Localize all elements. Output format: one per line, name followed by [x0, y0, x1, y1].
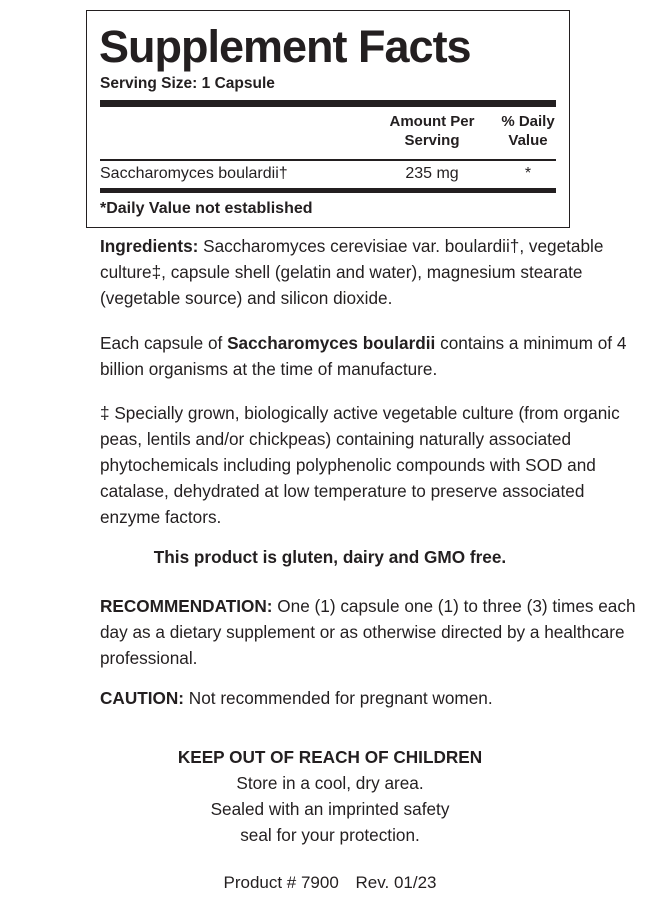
keep-out-heading: KEEP OUT OF REACH OF CHILDREN: [177, 747, 483, 767]
recommendation-label: RECOMMENDATION:: [100, 596, 273, 616]
product-number: Product # 7900: [223, 873, 339, 892]
storage-line-1: Store in a cool, dry area.: [236, 773, 424, 793]
each-capsule-post: contains a minimum of 4 billion organisms at the time of manufacture.: [100, 333, 627, 379]
revision-date: Rev. 01/23: [355, 873, 437, 892]
facts-title: Supplement Facts: [99, 21, 471, 72]
product-footer: [0, 873, 660, 893]
thick-divider-top: [100, 100, 556, 107]
caution-label: CAUTION:: [100, 688, 185, 708]
ingredients-paragraph: [100, 233, 640, 311]
thick-divider-bottom: [100, 188, 556, 193]
daily-value-header: % Daily Value: [501, 113, 555, 149]
each-capsule-paragraph: [100, 330, 640, 382]
recommendation-paragraph: [100, 593, 640, 671]
each-capsule-pre: Each capsule of: [100, 333, 228, 353]
serving-size: Serving Size: 1 Capsule: [100, 75, 275, 92]
storage-line-3: seal for your protection.: [240, 825, 420, 845]
caution-paragraph: [100, 685, 640, 711]
caution-text: Not recommended for pregnant women.: [184, 688, 493, 708]
ingredient-amount: 235 mg: [405, 165, 459, 182]
ingredient-daily-value: *: [524, 165, 532, 182]
ingredient-name: Saccharomyces boulardii†: [100, 165, 288, 182]
daily-value-note: *Daily Value not established: [100, 200, 313, 217]
ingredients-text: Saccharomyces cerevisiae var. boulardii†, vegetable culture‡, capsule shell (gelatin and water), magnesium stearate (vegetable source) and silicon dioxide.: [100, 236, 604, 308]
amount-per-serving-header: Amount Per Serving: [389, 113, 475, 149]
ingredients-label: Ingredients:: [100, 236, 199, 256]
recommendation-text: One (1) capsule one (1) to three (3) times each day as a dietary supplement or as otherwise directed by a healthcare professional.: [100, 596, 636, 668]
storage-line-2: Sealed with an imprinted safety: [210, 799, 450, 819]
thin-divider: [100, 159, 556, 161]
each-capsule-organism: Saccharomyces boulardii: [227, 333, 436, 353]
keep-out-block: [0, 744, 660, 848]
supplement-facts-panel: [86, 10, 570, 228]
culture-note-paragraph: ‡ Specially grown, biologically active vegetable culture (from organic peas, lentils and/or chickpeas) containing naturally associated phytochemicals including polyphenolic compounds with SOD and catalase, dehydrated at low temperature to preserve associated enzyme factors.: [100, 403, 620, 527]
allergen-free-statement: This product is gluten, dairy and GMO free.: [153, 547, 507, 567]
